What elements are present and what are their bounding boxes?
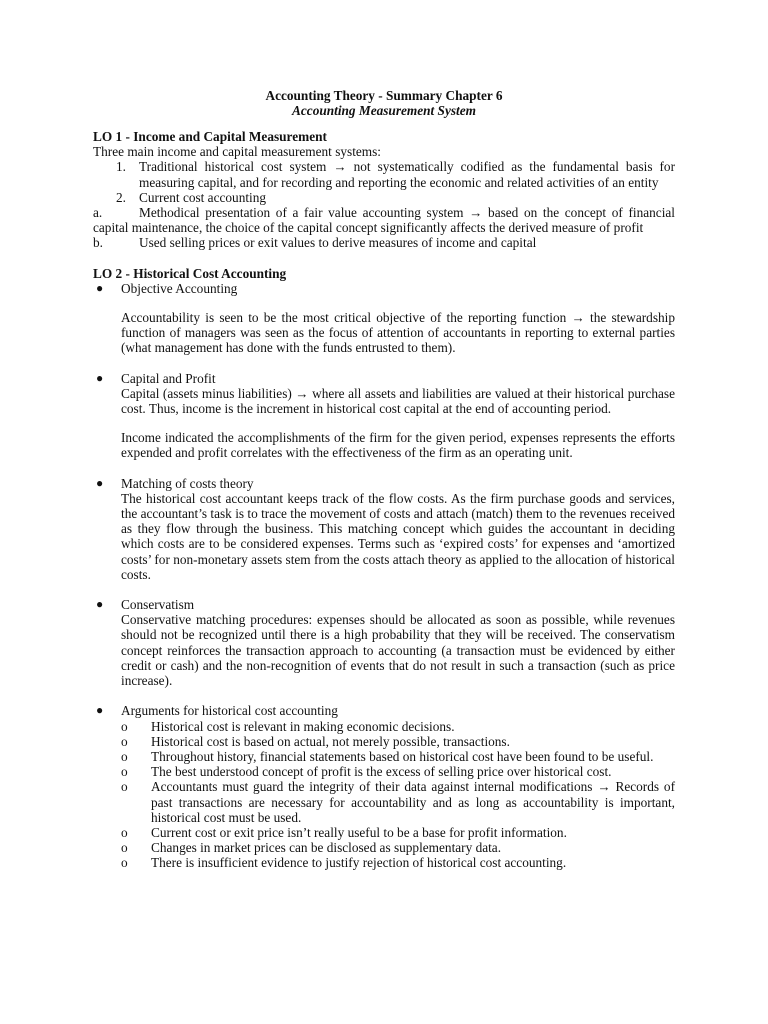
list-item [121, 855, 675, 870]
sub-item-label: b. [93, 235, 103, 251]
list-number: 1. [116, 159, 126, 175]
bullet-dot-icon: ● [96, 370, 104, 385]
list-item-text: There is insufficient evidence to justify rejection of historical cost accounting. [151, 855, 567, 871]
list-item [121, 734, 675, 749]
list-item [93, 190, 675, 205]
bullet-body: Capital (assets minus liabilities) → where all assets and liabilities are valued at their historical purchase cost. Thus, income is the increment in historical cost capital at the end of accounting period. [121, 385, 675, 417]
list-item [93, 159, 675, 189]
bullet-title: Arguments for historical cost accounting [121, 703, 338, 719]
list-item [121, 719, 675, 734]
list-item [121, 779, 675, 825]
lo1-sub-item-b [93, 235, 675, 250]
bullet-conservatism [93, 597, 675, 688]
list-item-text: Historical cost is based on actual, not merely possible, transactions. [151, 733, 510, 749]
bullet-body-continued: Income indicated the accomplishments of the firm for the given period, expenses represents the efforts expended and profit correlates with the effectiveness of the firm as an operating unit. [121, 430, 675, 461]
list-item [121, 840, 675, 855]
list-item-text: Current cost accounting [139, 189, 267, 205]
circle-bullet-icon: o [121, 840, 128, 856]
circle-bullet-icon: o [121, 824, 128, 840]
lo1-numbered-list [93, 159, 675, 205]
circle-bullet-icon: o [121, 779, 128, 795]
bullet-body: Accountability is seen to be the most critical objective of the reporting function → the stewardship function of managers was seen as the focus of attention of accountants in reporting to external parties (what management has done with the funds entrusted to them). [121, 310, 675, 356]
bullet-title: Objective Accounting [121, 280, 238, 296]
section-lo1 [93, 129, 675, 251]
section-heading-lo1: LO 1 - Income and Capital Measurement [93, 129, 327, 144]
bullet-title: Capital and Profit [121, 370, 216, 386]
list-item-text: Current cost or exit price isn’t really useful to be a base for profit information. [151, 824, 567, 840]
bullet-objective-accounting [93, 281, 675, 356]
section-lo2 [93, 266, 675, 871]
title-block [0, 88, 768, 118]
lo1-sub-item-a [93, 205, 675, 235]
circle-bullet-icon: o [121, 764, 128, 780]
list-item [121, 749, 675, 764]
sub-item-label: a. [93, 205, 103, 221]
section-heading-lo2: LO 2 - Historical Cost Accounting [93, 265, 287, 281]
bullet-arguments-historical-cost [93, 703, 675, 870]
list-item-text: Traditional historical cost system → not systematically codified as the fundamental basis for measuring capital, and for recording and reporting the economic and related activities of an entity [139, 159, 675, 190]
bullet-capital-and-profit [93, 371, 675, 461]
bullet-dot-icon: ● [96, 280, 104, 295]
bullet-dot-icon: ● [96, 597, 104, 612]
document-subtitle: Accounting Measurement System [292, 103, 476, 119]
circle-bullet-icon: o [121, 748, 128, 764]
list-item-text: Historical cost is relevant in making economic decisions. [151, 718, 455, 734]
document-title: Accounting Theory - Summary Chapter 6 [265, 88, 503, 103]
circle-bullet-icon: o [121, 733, 128, 749]
list-number: 2. [116, 189, 126, 205]
sub-item-text: Methodical presentation of a fair value accounting system → based on the concept of financial capital maintenance, the choice of the capital concept significantly affects the derived measure of profit [93, 205, 675, 236]
bullet-dot-icon: ● [96, 703, 104, 718]
circle-bullet-icon: o [121, 718, 128, 734]
list-item-text: Throughout history, financial statements based on historical cost have been found to be useful. [151, 748, 654, 764]
bullet-matching-of-costs [93, 476, 675, 582]
lo1-intro: Three main income and capital measurement systems: [93, 144, 381, 160]
bullet-title: Matching of costs theory [121, 475, 254, 491]
circle-bullet-icon: o [121, 855, 128, 871]
bullet-body: Conservative matching procedures: expenses should be allocated as soon as possible, while revenues should not be recognized until there is a high probability that they will be received. The conservatism concept reinforces the transaction approach to accounting (a transaction must be evidenced by either credit or cash) and the non-recognition of events that do not result in such a transaction (such as price increase). [121, 612, 675, 689]
bullet-body: The historical cost accountant keeps track of the flow costs. As the firm purchase goods and services, the accountant’s task is to trace the movement of costs and attach (match) them to the revenues received as they flow through the business. This matching concept which guides the accountant in deciding which costs are to be considered expenses. Terms such as ‘expired costs’ for expenses and ‘amortized costs’ for non-monetary assets stem from the costs attach theory as applied to the allocation of historical costs. [121, 490, 675, 582]
list-item-text: Accountants must guard the integrity of their data against internal modifications → Records of past transactions are necessary for accountability and as long as accountability is important, historical cost must be used. [151, 779, 675, 825]
sub-item-text: Used selling prices or exit values to derive measures of income and capital [139, 235, 537, 251]
document-body [93, 129, 675, 871]
arguments-list [121, 719, 675, 871]
list-item-text: The best understood concept of profit is the excess of selling price over historical cost. [151, 764, 612, 780]
list-item [121, 764, 675, 779]
list-item-text: Changes in market prices can be disclosed as supplementary data. [151, 840, 502, 856]
bullet-dot-icon: ● [96, 475, 104, 490]
list-item [121, 825, 675, 840]
bullet-title: Conservatism [121, 597, 195, 613]
